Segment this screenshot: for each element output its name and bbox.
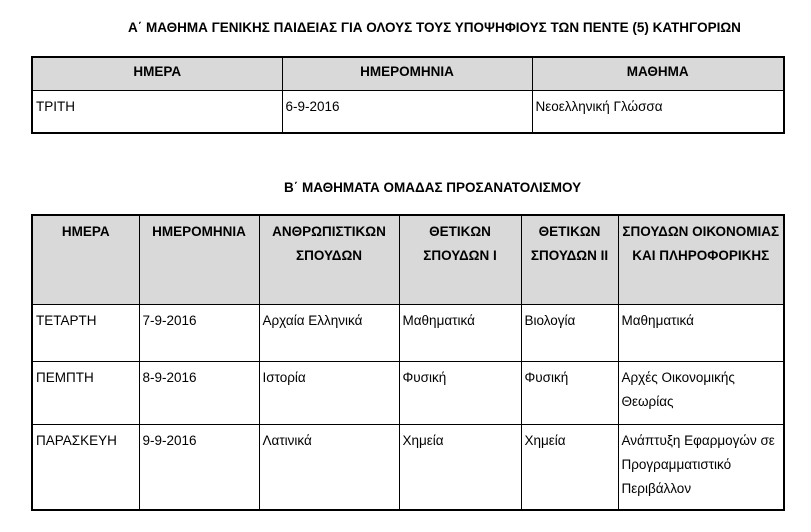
cell-economics-informatics: Ανάπτυξη Εφαρμογών σε Προγραμματιστικό Περιβάλλον [618, 425, 784, 511]
header-sciences-2: ΘΕΤΙΚΩΝ ΣΠΟΥΔΩΝ ΙΙ [521, 215, 618, 305]
cell-economics-informatics: Αρχές Οικονομικής Θεωρίας [618, 362, 784, 425]
header-date: ΗΜΕΡΟΜΗΝΙΑ [282, 57, 532, 91]
cell-day: ΤΡΙΤΗ [32, 91, 282, 134]
header-economics-informatics: ΣΠΟΥΔΩΝ ΟΙΚΟΝΟΜΙΑΣ ΚΑΙ ΠΛΗΡΟΦΟΡΙΚΗΣ [618, 215, 784, 305]
cell-date: 7-9-2016 [139, 305, 259, 362]
cell-day: ΠΕΜΠΤΗ [32, 362, 139, 425]
cell-date: 9-9-2016 [139, 425, 259, 511]
cell-day: ΠΑΡΑΣΚΕΥΗ [32, 425, 139, 511]
cell-sciences-2: Φυσική [521, 362, 618, 425]
header-subject: ΜΑΘΗΜΑ [532, 57, 784, 91]
header-sciences-1: ΘΕΤΙΚΩΝ ΣΠΟΥΔΩΝ Ι [399, 215, 521, 305]
section-a-title: Α΄ ΜΑΘΗΜΑ ΓΕΝΙΚΗΣ ΠΑΙΔΕΙΑΣ ΓΙΑ ΟΛΟΥΣ ΤΟΥΣ ΥΠΟΨΗΦΙΟΥΣ ΤΩΝ ΠΕΝΤΕ (5) ΚΑΤΗΓΟΡΙΩΝ [128, 20, 741, 35]
table-row [32, 362, 784, 425]
cell-sciences-2: Χημεία [521, 425, 618, 511]
header-day: ΗΜΕΡΑ [32, 215, 139, 305]
table-row [32, 425, 784, 511]
orientation-groups-table [31, 214, 785, 511]
table-header-row [32, 57, 784, 91]
table-header-row [32, 215, 784, 305]
cell-sciences-1: Φυσική [399, 362, 521, 425]
cell-humanities: Ιστορία [259, 362, 399, 425]
table-row [32, 305, 784, 362]
cell-humanities: Αρχαία Ελληνικά [259, 305, 399, 362]
general-education-table [31, 56, 785, 134]
cell-sciences-1: Χημεία [399, 425, 521, 511]
cell-sciences-1: Μαθηματικά [399, 305, 521, 362]
header-date: ΗΜΕΡΟΜΗΝΙΑ [139, 215, 259, 305]
cell-date: 6-9-2016 [282, 91, 532, 134]
cell-day: ΤΕΤΑΡΤΗ [32, 305, 139, 362]
table-row [32, 91, 784, 134]
header-humanities: ΑΝΘΡΩΠΙΣΤΙΚΩΝ ΣΠΟΥΔΩΝ [259, 215, 399, 305]
section-b-title: Β΄ ΜΑΘΗΜΑΤΑ ΟΜΑΔΑΣ ΠΡΟΣΑΝΑΤΟΛΙΣΜΟΥ [284, 180, 582, 195]
cell-economics-informatics: Μαθηματικά [618, 305, 784, 362]
cell-humanities: Λατινικά [259, 425, 399, 511]
cell-date: 8-9-2016 [139, 362, 259, 425]
header-day: ΗΜΕΡΑ [32, 57, 282, 91]
cell-subject: Νεοελληνική Γλώσσα [532, 91, 784, 134]
cell-sciences-2: Βιολογία [521, 305, 618, 362]
